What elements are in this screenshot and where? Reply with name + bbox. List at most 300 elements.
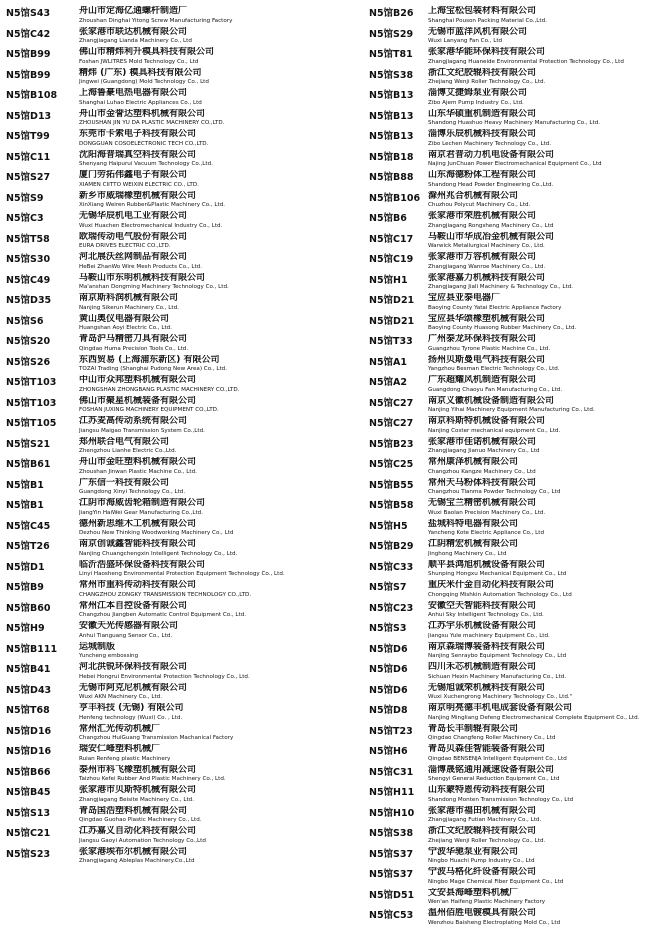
exhibitor-row [369, 252, 667, 273]
company-names [79, 765, 358, 784]
exhibitor-row [6, 68, 358, 89]
company-name-cn: 青岛长丰制辊有限公司 [428, 723, 519, 734]
company-name-en: Yuncheng embossing [79, 653, 139, 659]
company-name-cn: 安徽天光传感器有限公司 [79, 621, 179, 631]
company-name-cn: 常州汇光传动机械厂 [79, 723, 161, 734]
company-name-cn: 东莞市卡索电子科技有限公司 [79, 129, 197, 139]
exhibitor-row [6, 539, 358, 560]
exhibitor-row [369, 232, 667, 253]
company-name-en: Henfeng technology (Wuxi) Co. , Ltd. [79, 714, 183, 721]
company-names [428, 744, 667, 763]
booth-number: N5馆B88 [369, 172, 414, 183]
company-name-en: Changzhou HuiGuang Transmission Machanical Factory [79, 735, 234, 741]
booth-number: N5馆B6 [369, 213, 407, 224]
company-name-cn: 南京森瑞博装备科技有限公司 [428, 641, 546, 652]
booth-number: N5馆S27 [6, 172, 51, 183]
company-name-en: Zhangjiagang Ableplas Machinery.Co.,Ltd [79, 858, 195, 864]
booth-number: N5馆C3 [6, 213, 44, 224]
booth-number: N5馆S13 [6, 807, 51, 819]
company-name-en: Shunping Hongxu Mechanical Equipment Co., Ltd [428, 571, 567, 577]
company-names [79, 539, 358, 558]
exhibitor-row [369, 68, 667, 89]
company-names [79, 211, 358, 230]
company-name-cn: 常州市重科传动科技有限公司 [79, 580, 197, 590]
exhibitor-row [369, 806, 667, 827]
company-names [79, 642, 358, 661]
exhibitor-row [6, 580, 358, 601]
company-name-cn: 张家港市荣胜机械有限公司 [428, 211, 537, 221]
company-names [428, 560, 667, 579]
booth-number: N5馆D43 [6, 684, 52, 696]
exhibitor-row [369, 416, 667, 437]
company-name-en: Taizhou Kefei Rubber And Plastic Machinery Co., Ltd. [79, 776, 226, 782]
company-names [428, 293, 667, 312]
company-names [428, 539, 667, 558]
company-name-en: Baoying County Huasong Rubber Machinery Co., Ltd. [428, 325, 577, 331]
exhibitor-row [369, 109, 667, 130]
exhibitor-row [369, 785, 667, 806]
company-name-cn: 张家港埃布尔机械有限公司 [79, 846, 188, 857]
exhibitor-row [6, 519, 358, 540]
company-name-en: Dezhou New Thinking Woodworking Machinery Co., Ltd [79, 530, 234, 536]
booth-number: N5馆S37 [369, 869, 414, 880]
company-name-en: Guangdong Chaoyu Fan Manufacturing Co., Ltd. [428, 386, 563, 393]
exhibitor-row [6, 683, 358, 704]
company-name-cn: 广东信一科技有限公司 [79, 477, 170, 488]
company-name-en: Zhoushan Jinwan Plastic Machine Co., Ltd. [79, 468, 197, 475]
exhibitor-row [6, 293, 358, 314]
exhibitor-row [369, 314, 667, 335]
company-name-cn: 江苏宇乐机械设备有限公司 [428, 621, 537, 631]
company-names [79, 293, 358, 312]
company-names [428, 703, 667, 722]
company-name-en: EURA DRIVES ELECTRIC CO.,LTD. [79, 243, 171, 249]
booth-number: N5馆B1 [6, 500, 44, 511]
company-name-en: Nanjing Chuangchengxin Intelligent Technology Co., Ltd. [79, 550, 238, 557]
booth-number: N5馆B61 [6, 459, 51, 470]
company-name-en: Wuxi AKN Machinery Co., Ltd. [79, 694, 162, 700]
company-names [79, 355, 358, 374]
company-name-cn: 南京义徽机械设备制造有限公司 [428, 395, 555, 406]
exhibitor-row [6, 560, 358, 581]
company-names [428, 68, 667, 87]
company-name-cn: 舟山市定海亿通螺杆制造厂 [79, 6, 188, 16]
exhibitor-row [369, 560, 667, 581]
company-name-cn: 张家港市联达机械有限公司 [79, 26, 188, 37]
company-names [79, 109, 358, 128]
company-name-cn: 张家港市佳诺机械有限公司 [428, 436, 537, 447]
booth-number: N5馆C27 [369, 418, 414, 429]
company-name-en: Warwick Metallurgical Machinery Co., Ltd. [428, 243, 545, 249]
exhibitor-row [6, 334, 358, 355]
company-name-cn: 淄博艾捷姆泵业有限公司 [428, 88, 528, 98]
exhibitor-row [6, 47, 358, 68]
company-names [79, 273, 358, 292]
company-name-en: Zhangjiagang Futian Machinery Co., Ltd. [428, 817, 542, 823]
company-name-cn: 郑州联合电气有限公司 [79, 436, 170, 447]
exhibitor-row [369, 27, 667, 48]
company-name-en: Qingdao Huma Precision Tools Co., Ltd. [79, 345, 189, 352]
company-names [428, 129, 667, 148]
company-name-cn: 张家港嘉力机械科技有限公司 [428, 272, 546, 283]
booth-number: N5馆D6 [369, 684, 408, 696]
company-name-cn: 青岛国浩塑料机械有限公司 [79, 805, 188, 816]
booth-number: N5馆B108 [6, 90, 58, 101]
booth-number: N5馆H6 [369, 746, 408, 757]
company-names [428, 785, 667, 804]
booth-number: N5馆D8 [369, 705, 408, 716]
company-name-cn: 张家港市万容机械有限公司 [428, 252, 537, 262]
company-names [428, 314, 667, 333]
company-name-en: Anhui Sky Intelligent Technology Co., Ltd. [428, 612, 544, 618]
company-names [428, 580, 667, 599]
company-names [428, 621, 667, 640]
company-name-en: Zhengzhou Lianhe Electric Co.,Ltd. [79, 448, 177, 454]
company-name-en: Guangdong Xinyi Technology Co., Ltd. [79, 489, 186, 495]
company-name-en: Nanjing Mingliang Defeng Electromechanical Complete Equipment Co., Ltd. [428, 714, 640, 721]
company-name-cn: 东西贸易 (上海浦东新区) 有限公司 [79, 354, 220, 365]
company-name-en: HeBei ZhanWo Wire Mesh Products Co., Ltd. [79, 263, 203, 270]
company-name-en: Jiangsu Maigao Transmission System Co.,Ltd. [79, 427, 205, 434]
company-names [428, 601, 667, 620]
company-name-cn: 安徽空天智能科技有限公司 [428, 600, 537, 611]
booth-number: N5馆T58 [6, 233, 50, 245]
company-name-cn: 河北展沃丝网制品有限公司 [79, 252, 188, 262]
company-names [79, 826, 358, 845]
exhibitor-row [6, 744, 358, 765]
booth-number: N5馆B60 [6, 602, 51, 614]
exhibitor-row [6, 396, 358, 417]
company-name-en: Zhangjiagang Wanroe Machinery Co., Ltd. [428, 263, 546, 270]
company-names [79, 437, 358, 456]
booth-number: N5馆S38 [369, 69, 414, 81]
company-name-en: ZHONGSHAN ZHONGBANG PLASTIC MACHINERY CO.,LTD. [79, 386, 240, 393]
company-name-cn: 浙江文纪胶辊科技有限公司 [428, 67, 537, 78]
company-name-cn: 南京创诚鑫智能科技有限公司 [79, 539, 197, 549]
exhibitor-row [6, 498, 358, 519]
company-names [428, 6, 667, 25]
company-name-en: Nanjing Sikerun Machinery Co., Ltd. [79, 304, 179, 311]
booth-number: N5馆T103 [6, 377, 57, 388]
company-name-cn: 沈阳海普瑞真空科技有限公司 [79, 149, 197, 160]
booth-number: N5馆C31 [369, 766, 414, 778]
booth-number: N5馆B1 [6, 479, 44, 491]
exhibitor-row [369, 580, 667, 601]
company-names [79, 580, 358, 599]
exhibitor-row [369, 47, 667, 68]
booth-number: N5馆C42 [6, 28, 51, 40]
company-name-cn: 德州新思维木工机械有限公司 [79, 518, 197, 529]
exhibitor-row [6, 478, 358, 499]
exhibitor-row [6, 6, 358, 27]
company-name-cn: 广州泰龙环保科技有限公司 [428, 334, 537, 344]
booth-number: N5馆B13 [369, 110, 414, 122]
company-name-cn: 宝应县华颂橡塑机械有限公司 [428, 313, 546, 324]
company-name-cn: 山东蒙特恩传动科技有限公司 [428, 785, 546, 795]
exhibitor-row [369, 765, 667, 786]
exhibitor-row [369, 478, 667, 499]
exhibitor-row [369, 601, 667, 622]
booth-number: N5馆T99 [6, 131, 50, 142]
exhibitor-row [369, 847, 667, 868]
company-names [79, 88, 358, 107]
company-names [428, 519, 667, 538]
company-name-cn: 宁波华驰泵业有限公司 [428, 846, 519, 857]
company-names [428, 683, 667, 702]
company-name-en: Yancheng Kote Electric Appliance Co., Ltd [428, 530, 545, 536]
company-name-cn: 文安县海峰塑料机械厂 [428, 887, 519, 898]
booth-number: N5馆S37 [369, 848, 414, 860]
exhibitor-row [369, 396, 667, 417]
exhibitor-row [369, 6, 667, 27]
company-names [428, 806, 667, 825]
company-names [79, 252, 358, 271]
booth-number: N5馆D6 [369, 643, 408, 655]
booth-number: N5馆D51 [369, 889, 415, 901]
booth-number: N5馆S38 [369, 828, 414, 839]
exhibitor-row [369, 170, 667, 191]
company-name-cn: 新乡市威瑞橡塑机械有限公司 [79, 190, 197, 201]
exhibitor-row [6, 170, 358, 191]
exhibitor-row [6, 109, 358, 130]
company-names [428, 478, 667, 497]
company-names [428, 437, 667, 456]
company-name-en: Anhui Tianguang Sensor Co., Ltd. [79, 632, 173, 639]
company-name-cn: 中山市众邦塑料机械有限公司 [79, 375, 197, 385]
company-name-cn: 南京君普动力机电设备有限公司 [428, 149, 555, 160]
company-names [428, 273, 667, 292]
exhibitor-row [369, 191, 667, 212]
company-name-en: Huangshan Aoyi Electric Co., Ltd. [79, 325, 172, 331]
company-name-cn: 江阴市海威齿轮箱制造有限公司 [79, 498, 206, 508]
exhibitor-row [6, 457, 358, 478]
company-name-en: Shengyi General Reduction Equipment Co., Ltd [428, 776, 560, 782]
company-names [79, 806, 358, 825]
company-names [428, 867, 667, 886]
exhibitor-row [369, 867, 667, 888]
company-name-en: Zhejiang Wenji Roller Technology Co., Ltd. [428, 837, 546, 844]
exhibitor-row [6, 806, 358, 827]
company-names [79, 621, 358, 640]
booth-number: N5馆C33 [369, 561, 414, 573]
booth-number: N5馆B13 [369, 131, 414, 142]
exhibitor-row [369, 375, 667, 396]
company-names [79, 47, 358, 66]
company-name-en: Ningbo Mage Chemical Fiber Equipment Co., Ltd [428, 878, 564, 885]
company-name-cn: 常州康泽机械有限公司 [428, 457, 519, 467]
company-names [428, 416, 667, 435]
exhibitor-row [369, 457, 667, 478]
company-name-en: Ma'anshan Dongming Machinery Technology Co., Ltd. [79, 284, 229, 290]
company-names [428, 47, 667, 66]
booth-number: N5馆H9 [6, 623, 45, 634]
exhibitor-row [6, 211, 358, 232]
booth-number: N5馆B66 [6, 766, 51, 778]
company-name-cn: 河北洪锐环保科技有限公司 [79, 662, 188, 672]
booth-number: N5馆C21 [6, 828, 51, 839]
company-name-cn: 山东华硕重机制造有限公司 [428, 108, 537, 119]
booth-number: N5馆D13 [6, 110, 52, 122]
booth-number: N5馆S21 [6, 438, 51, 450]
company-names [79, 396, 358, 415]
company-names [79, 498, 358, 517]
company-name-en: Linyi Haosheng Environmental Protection Equipment Technology Co., Ltd. [79, 571, 285, 577]
company-name-cn: 无锡市蓝洋风机有限公司 [428, 26, 528, 37]
exhibitor-row [369, 642, 667, 663]
booth-number: N5馆B29 [369, 541, 414, 552]
company-names [79, 191, 358, 210]
company-name-cn: 顺平县鸿旭机械设备有限公司 [428, 559, 546, 570]
company-name-en: Najing JunChuan Power Electromechanical Equipment Co., Ltd [428, 161, 602, 167]
booth-number: N5馆C45 [6, 520, 51, 532]
exhibitor-row [6, 437, 358, 458]
exhibitor-row [369, 888, 667, 909]
exhibitor-row [6, 88, 358, 109]
company-name-en: Wuxi Lanyang Fan Co., Ltd [428, 38, 503, 44]
company-name-cn: 精炜 (广东) 模具科技有限公司 [79, 67, 202, 78]
company-name-cn: 江阴精宏机械有限公司 [428, 539, 519, 549]
company-name-en: Jinghong Machinery Co., Ltd [428, 550, 507, 557]
booth-number: N5馆H5 [369, 520, 408, 532]
exhibitor-row [6, 642, 358, 663]
company-name-en: Zhangjiagang Jiali Machinery & Technology Co., Ltd. [428, 284, 574, 290]
booth-number: N5馆S26 [6, 356, 51, 368]
company-name-cn: 重庆米什金自动化科技有限公司 [428, 580, 555, 590]
company-name-en: Zhangjiagang Lianda Machinery Co., Ltd [79, 38, 192, 44]
company-name-en: CHANGZHOU ZONGKY TRANSMISSION TECHNOLOGY CO.,LTD. [79, 591, 252, 598]
booth-number: N5馆B41 [6, 664, 51, 675]
company-name-cn: 临沂浩盛环保设备科技有限公司 [79, 559, 206, 570]
company-name-en: Yangzhou Besman Electric Technology Co., Ltd. [428, 366, 560, 372]
exhibitor-row [369, 150, 667, 171]
company-names [428, 847, 667, 866]
company-names [79, 416, 358, 435]
company-names [428, 888, 667, 907]
company-names [79, 785, 358, 804]
company-name-cn: 张家港市福田机械有限公司 [428, 805, 537, 816]
company-names [428, 252, 667, 271]
company-name-en: Shanghai Luhao Electric Appliances Co., Ltd [79, 99, 202, 106]
company-name-cn: 江苏嘉义自动化科技有限公司 [79, 826, 197, 836]
company-name-cn: 青岛贝森佳智能装备有限公司 [428, 744, 546, 754]
exhibitor-row [369, 334, 667, 355]
booth-number: N5馆B99 [6, 49, 51, 60]
booth-number: N5馆B58 [369, 500, 414, 511]
company-name-cn: 无锡旭诚荣机械科技有限公司 [428, 682, 546, 693]
company-name-en: Zhangjiagang Jianuo Machinery Co., Ltd [428, 448, 540, 454]
company-names [428, 457, 667, 476]
company-name-en: Sichuan Hexin Machinery Manufacturing Co., Ltd. [428, 673, 567, 680]
exhibitor-row [6, 662, 358, 683]
exhibitor-row [6, 375, 358, 396]
company-name-en: Guangzhou Tyrone Plastic Machine Co., Ltd. [428, 345, 551, 352]
company-name-cn: 上海鲁豪电热电器有限公司 [79, 88, 188, 98]
booth-number: N5馆T68 [6, 705, 50, 716]
company-names [79, 232, 358, 251]
booth-number: N5馆C17 [369, 233, 414, 245]
company-names [428, 396, 667, 415]
exhibitor-list-right [369, 6, 667, 929]
company-names [428, 88, 667, 107]
company-name-en: Zibo Lechen Machinery Technology Co., Ltd. [428, 140, 552, 147]
company-name-cn: 四川禾芯机械制造有限公司 [428, 662, 537, 672]
company-names [428, 27, 667, 46]
company-name-en: Foshan JWLITRES Mold Technology Co., Ltd [79, 58, 199, 65]
company-name-en: Zhangjiagang Rongsheng Machinery Co., Ltd [428, 222, 554, 229]
company-name-en: XIAMEN CIITTO WEIXIN ELECTRIC CO., LTD. [79, 181, 199, 188]
company-names [428, 191, 667, 210]
exhibitor-row [369, 88, 667, 109]
company-names [79, 847, 358, 866]
company-name-en: Chongqing Mishkin Automation Technology Co., Ltd [428, 591, 572, 598]
company-name-en: JiangYin HaiWei Gear Manufacturing Co.,Ltd. [79, 509, 203, 516]
company-name-en: Nanjing Coster mechanical equipment Co., Ltd. [428, 427, 561, 434]
booth-number: N5馆S3 [369, 623, 407, 634]
exhibitor-row [6, 724, 358, 745]
booth-number: N5馆S29 [369, 28, 414, 40]
exhibitor-row [369, 703, 667, 724]
booth-number: N5馆T33 [369, 336, 413, 347]
booth-number: N5馆B55 [369, 479, 414, 491]
booth-number: N5馆B106 [369, 192, 421, 204]
company-name-en: Shanghai Pouson Packing Material Co.,Ltd. [428, 17, 547, 24]
company-names [428, 498, 667, 517]
booth-number: N5馆D1 [6, 561, 45, 573]
company-name-cn: 常州江本自控设备有限公司 [79, 600, 188, 611]
booth-number: N5馆B111 [6, 643, 58, 655]
exhibitor-row [369, 519, 667, 540]
exhibitor-row [6, 847, 358, 868]
company-name-cn: 宝应县亚泰电器厂 [428, 293, 501, 303]
company-name-cn: 张家港华能环保科技有限公司 [428, 47, 546, 57]
company-names [79, 27, 358, 46]
company-names [428, 232, 667, 251]
booth-number: N5馆C23 [369, 602, 414, 614]
company-name-en: Jiangsu Gaoyi Automation Technology Co.,Ltd [79, 837, 206, 844]
company-names [428, 355, 667, 374]
company-name-cn: 山东海德粉体工程有限公司 [428, 170, 537, 180]
company-name-cn: 南京斯科润机械有限公司 [79, 293, 179, 303]
company-name-cn: 无锡市阿克尼机械有限公司 [79, 682, 188, 693]
company-name-en: Nanjing Yihai Machinery Equipment Manufacturing Co., Ltd. [428, 407, 595, 413]
company-name-cn: 扬州贝斯曼电气科技有限公司 [428, 354, 546, 365]
company-name-cn: 佛山市精炜利升模具科技有限公司 [79, 47, 215, 57]
company-name-cn: 常州天马粉体科技有限公司 [428, 477, 537, 488]
company-names [79, 560, 358, 579]
company-name-en: XinXiang Weiren Rubber&Plastic Machinery Co., Ltd. [79, 202, 226, 208]
exhibitor-row [369, 437, 667, 458]
company-name-en: Chuzhou Polycut Machinery Co., Ltd. [428, 202, 531, 208]
company-name-cn: 厦门劳拓伟鑫电子有限公司 [79, 170, 188, 180]
company-names [79, 724, 358, 743]
company-name-cn: 宁波马格化纤设备有限公司 [428, 867, 537, 877]
company-name-en: Qingdao Changfeng Roller Machinery Co., Ltd [428, 735, 556, 741]
company-name-en: Shandong Monten Transmission Technology Co., Ltd [428, 796, 574, 803]
exhibitor-row [6, 785, 358, 806]
exhibitor-row [369, 724, 667, 745]
booth-number: N5馆C53 [369, 910, 414, 921]
company-names [79, 744, 358, 763]
company-names [79, 6, 358, 25]
company-name-en: Qingdao Guohao Plastic Machinery Co., Ltd. [79, 817, 202, 823]
company-name-cn: 盐城科特电器有限公司 [428, 518, 519, 529]
company-name-en: Zibo Ajem Pump Industry Co., Ltd. [428, 99, 524, 106]
exhibitor-row [6, 765, 358, 786]
booth-number: N5馆S9 [6, 192, 44, 204]
company-names [79, 68, 358, 87]
booth-number: N5馆B99 [6, 69, 51, 81]
company-names [428, 211, 667, 230]
